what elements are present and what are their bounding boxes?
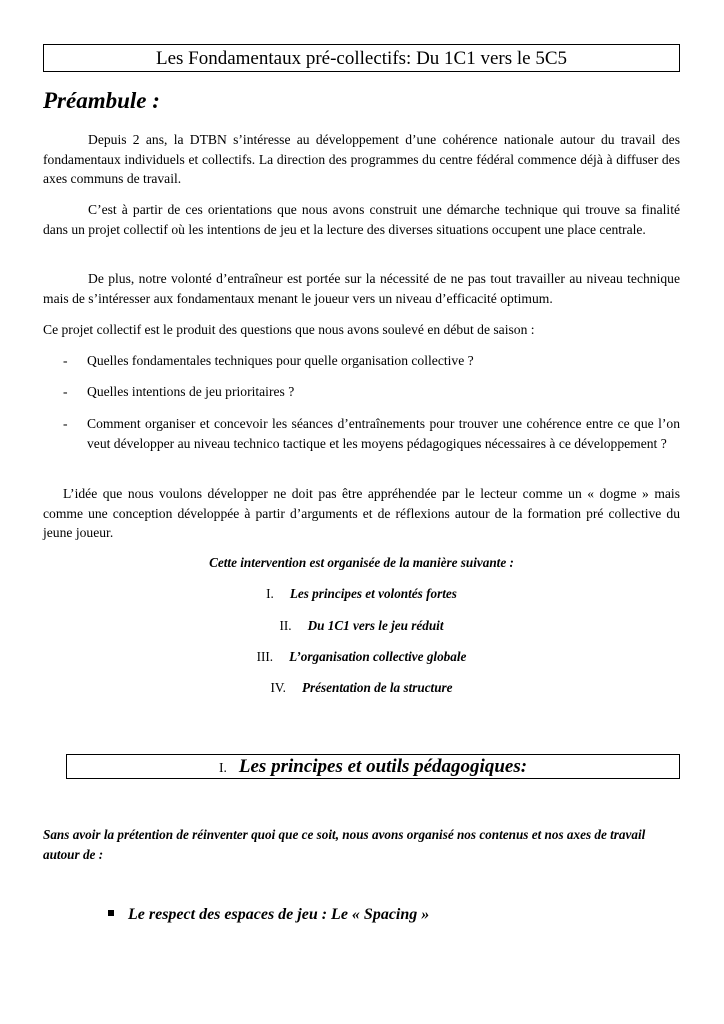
section-heading <box>66 754 680 779</box>
paragraph-dtbn: Depuis 2 ans, la DTBN s’intéresse au développement d’une cohérence nationale autour du travail des fondamentaux individuels et collectifs. La direction des programmes du centre fédéral commence déjà à diffuser des axes communs de travail. <box>43 132 680 187</box>
dash-bullet: - <box>63 353 68 368</box>
organisation-intro: Cette intervention est organisée de la manière suivante : <box>209 555 514 570</box>
paragraph-idee: L’idée que nous voulons développer ne doit pas être appréhendée par le lecteur comme un « dogme » mais comme une conception développée à partir d’arguments et de réflexions autour de la formation pré collective du jeune joueur. <box>43 486 680 541</box>
square-bullet-icon <box>108 910 114 916</box>
preambule-heading: Préambule : <box>43 88 160 113</box>
dash-bullet: - <box>63 384 68 399</box>
question-text: Comment organiser et concevoir les séances d’entraînements pour trouver une cohérence entre ce que l’on veut développer au niveau technico tactique et les moyens pédagogiques nécessaires à ce développement ? <box>87 416 680 451</box>
outline-number: IV. <box>270 680 286 695</box>
outline-item <box>43 618 680 634</box>
paragraph-projet: Ce projet collectif est le produit des questions que nous avons soulevé en début de saison : <box>43 322 535 337</box>
question-item <box>63 414 680 453</box>
section-intro: Sans avoir la prétention de réinventer quoi que ce soit, nous avons organisé nos contenus et nos axes de travail autour de : <box>43 827 646 862</box>
outline-label: Du 1C1 vers le jeu réduit <box>307 618 444 633</box>
outline-number: II. <box>279 618 292 633</box>
question-text: Quelles fondamentales techniques pour quelle organisation collective ? <box>87 353 474 368</box>
document-title: Les Fondamentaux pré-collectifs: Du 1C1 vers le 5C5 <box>43 44 680 72</box>
outline-number: I. <box>266 586 274 601</box>
dash-bullet: - <box>63 416 68 431</box>
outline-label: Présentation de la structure <box>301 680 453 695</box>
section-bullet-text: Le respect des espaces de jeu : Le « Spacing » <box>128 906 430 923</box>
section-title: Les principes et outils pédagogiques: <box>238 756 528 777</box>
outline-number: III. <box>256 649 274 664</box>
section-bullet-item <box>108 906 429 924</box>
outline-label: Les principes et volontés fortes <box>289 586 457 601</box>
section-number: I. <box>218 760 227 775</box>
outline-item <box>43 680 680 696</box>
outline-item <box>43 586 680 602</box>
outline-label: L’organisation collective globale <box>289 649 467 664</box>
paragraph-orientations: C’est à partir de ces orientations que nous avons construit une démarche technique qui trouve sa finalité dans un projet collectif où les intentions de jeu et la lecture des diverses situations occupent une place centrale. <box>43 202 680 237</box>
question-item <box>63 351 680 371</box>
outline-item <box>43 649 680 665</box>
question-item <box>63 382 680 402</box>
question-text: Quelles intentions de jeu prioritaires ? <box>87 384 295 399</box>
paragraph-volonte: De plus, notre volonté d’entraîneur est portée sur la nécessité de ne pas tout travailler au niveau technique mais de s’intéresser aux fondamentaux menant le joueur vers un niveau d’efficacité optimum. <box>43 271 680 306</box>
